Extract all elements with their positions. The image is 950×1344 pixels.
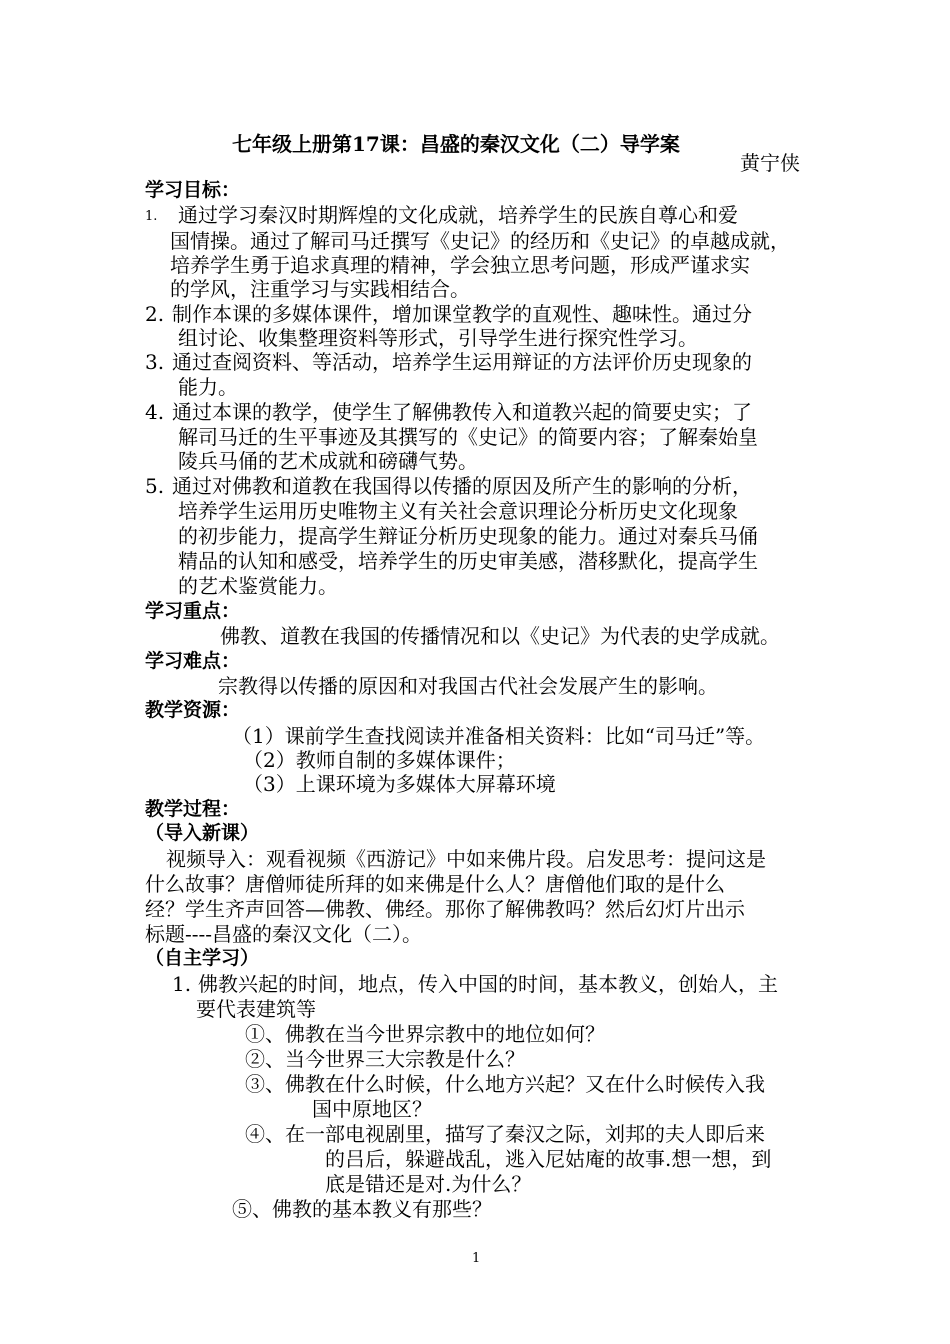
goal-line: 的艺术鉴赏能力。	[178, 574, 338, 598]
goal-line: 培养学生运用历史唯物主义有关社会意识理论分析历史文化现象	[178, 499, 738, 523]
goal-number: 1.	[145, 209, 158, 224]
goal-line: 的初步能力，提高学生辩证分析历史现象的能力。通过对秦兵马俑	[178, 524, 758, 548]
goal-line: 培养学生勇于追求真理的精神，学会独立思考问题，形成严谨求实	[170, 253, 750, 277]
process-heading: 教学过程：	[145, 798, 241, 820]
goal-line: 通过查阅资料、等活动，培养学生运用辩证的方法评价历史现象的	[172, 350, 752, 374]
goal-number: 2.	[145, 302, 165, 326]
goal-line: 的学风，注重学习与实践相结合。	[170, 277, 470, 301]
self-study-heading: （自主学习）	[145, 947, 260, 969]
question-line: ①、佛教在当今世界宗教中的地位如何？	[245, 1022, 605, 1046]
intro-line: 视频导入：观看视频《西游记》中如来佛片段。启发思考：提问这是	[166, 847, 766, 871]
difficulty-heading: 学习难点：	[145, 650, 241, 672]
intro-line: 经？学生齐声回答—佛教、佛经。那你了解佛教吗？然后幻灯片出示	[145, 897, 745, 921]
self-study-line: 佛教兴起的时间，地点，传入中国的时间，基本教义，创始人，主	[198, 972, 778, 996]
page-number: 1	[472, 1251, 481, 1266]
self-study-line: 要代表建筑等	[196, 997, 316, 1021]
difficulty-text: 宗教得以传播的原因和对我国古代社会发展产生的影响。	[218, 674, 718, 698]
intro-heading: （导入新课）	[145, 822, 260, 844]
goal-line: 陵兵马俑的艺术成就和磅礴气势。	[178, 449, 478, 473]
question-line: 底是错还是对.为什么？	[325, 1172, 532, 1196]
goal-line: 国情操。通过了解司马迁撰写《史记》的经历和《史记》的卓越成就，	[170, 229, 790, 253]
intro-line: 标题----昌盛的秦汉文化（二）。	[145, 922, 423, 946]
goal-line: 解司马迁的生平事迹及其撰写的《史记》的简要内容；了解秦始皇	[178, 425, 758, 449]
question-line: ⑤、佛教的基本教义有那些？	[232, 1197, 492, 1221]
goal-number: 5.	[145, 474, 165, 498]
question-line: 的吕后，躲避战乱，逃入尼姑庵的故事.想一想，到	[325, 1147, 772, 1171]
goal-line: 通过对佛教和道教在我国得以传播的原因及所产生的影响的分析，	[172, 474, 752, 498]
goal-number: 3.	[145, 350, 165, 374]
resource-item: （1）课前学生查找阅读并准备相关资料：比如“司马迁”等。	[232, 724, 766, 748]
goal-line: 精品的认知和感受，培养学生的历史审美感，潜移默化，提高学生	[178, 549, 758, 573]
focus-text: 佛教、道教在我国的传播情况和以《史记》为代表的史学成就。	[220, 624, 780, 648]
question-line: ④、在一部电视剧里，描写了秦汉之际，刘邦的夫人即后来	[245, 1122, 765, 1146]
resource-item: （2）教师自制的多媒体课件；	[243, 748, 516, 772]
resource-item: （3）上课环境为多媒体大屏幕环境	[243, 772, 556, 796]
goal-line: 制作本课的多媒体课件，增加课堂教学的直观性、趣味性。通过分	[172, 302, 752, 326]
document-title: 七年级上册第17课：昌盛的秦汉文化（二）导学案	[232, 132, 680, 156]
intro-line: 什么故事？唐僧师徒所拜的如来佛是什么人？唐僧他们取的是什么	[145, 872, 725, 896]
goal-number: 4.	[145, 400, 165, 424]
question-line: ②、当今世界三大宗教是什么？	[245, 1047, 525, 1071]
question-line: ③、佛教在什么时候，什么地方兴起？又在什么时候传入我	[245, 1072, 765, 1096]
goals-heading: 学习目标：	[145, 179, 241, 201]
goal-line: 通过本课的教学，使学生了解佛教传入和道教兴起的简要史实；了	[172, 400, 752, 424]
author-name: 黄宁侠	[740, 151, 800, 175]
goal-line: 能力。	[178, 375, 238, 399]
goal-line: 组讨论、收集整理资料等形式，引导学生进行探究性学习。	[178, 326, 698, 350]
self-study-number: 1.	[172, 972, 192, 996]
question-line: 国中原地区？	[312, 1097, 432, 1121]
resources-heading: 教学资源：	[145, 699, 241, 721]
goal-line: 通过学习秦汉时期辉煌的文化成就，培养学生的民族自尊心和爱	[178, 203, 738, 227]
focus-heading: 学习重点：	[145, 600, 241, 622]
